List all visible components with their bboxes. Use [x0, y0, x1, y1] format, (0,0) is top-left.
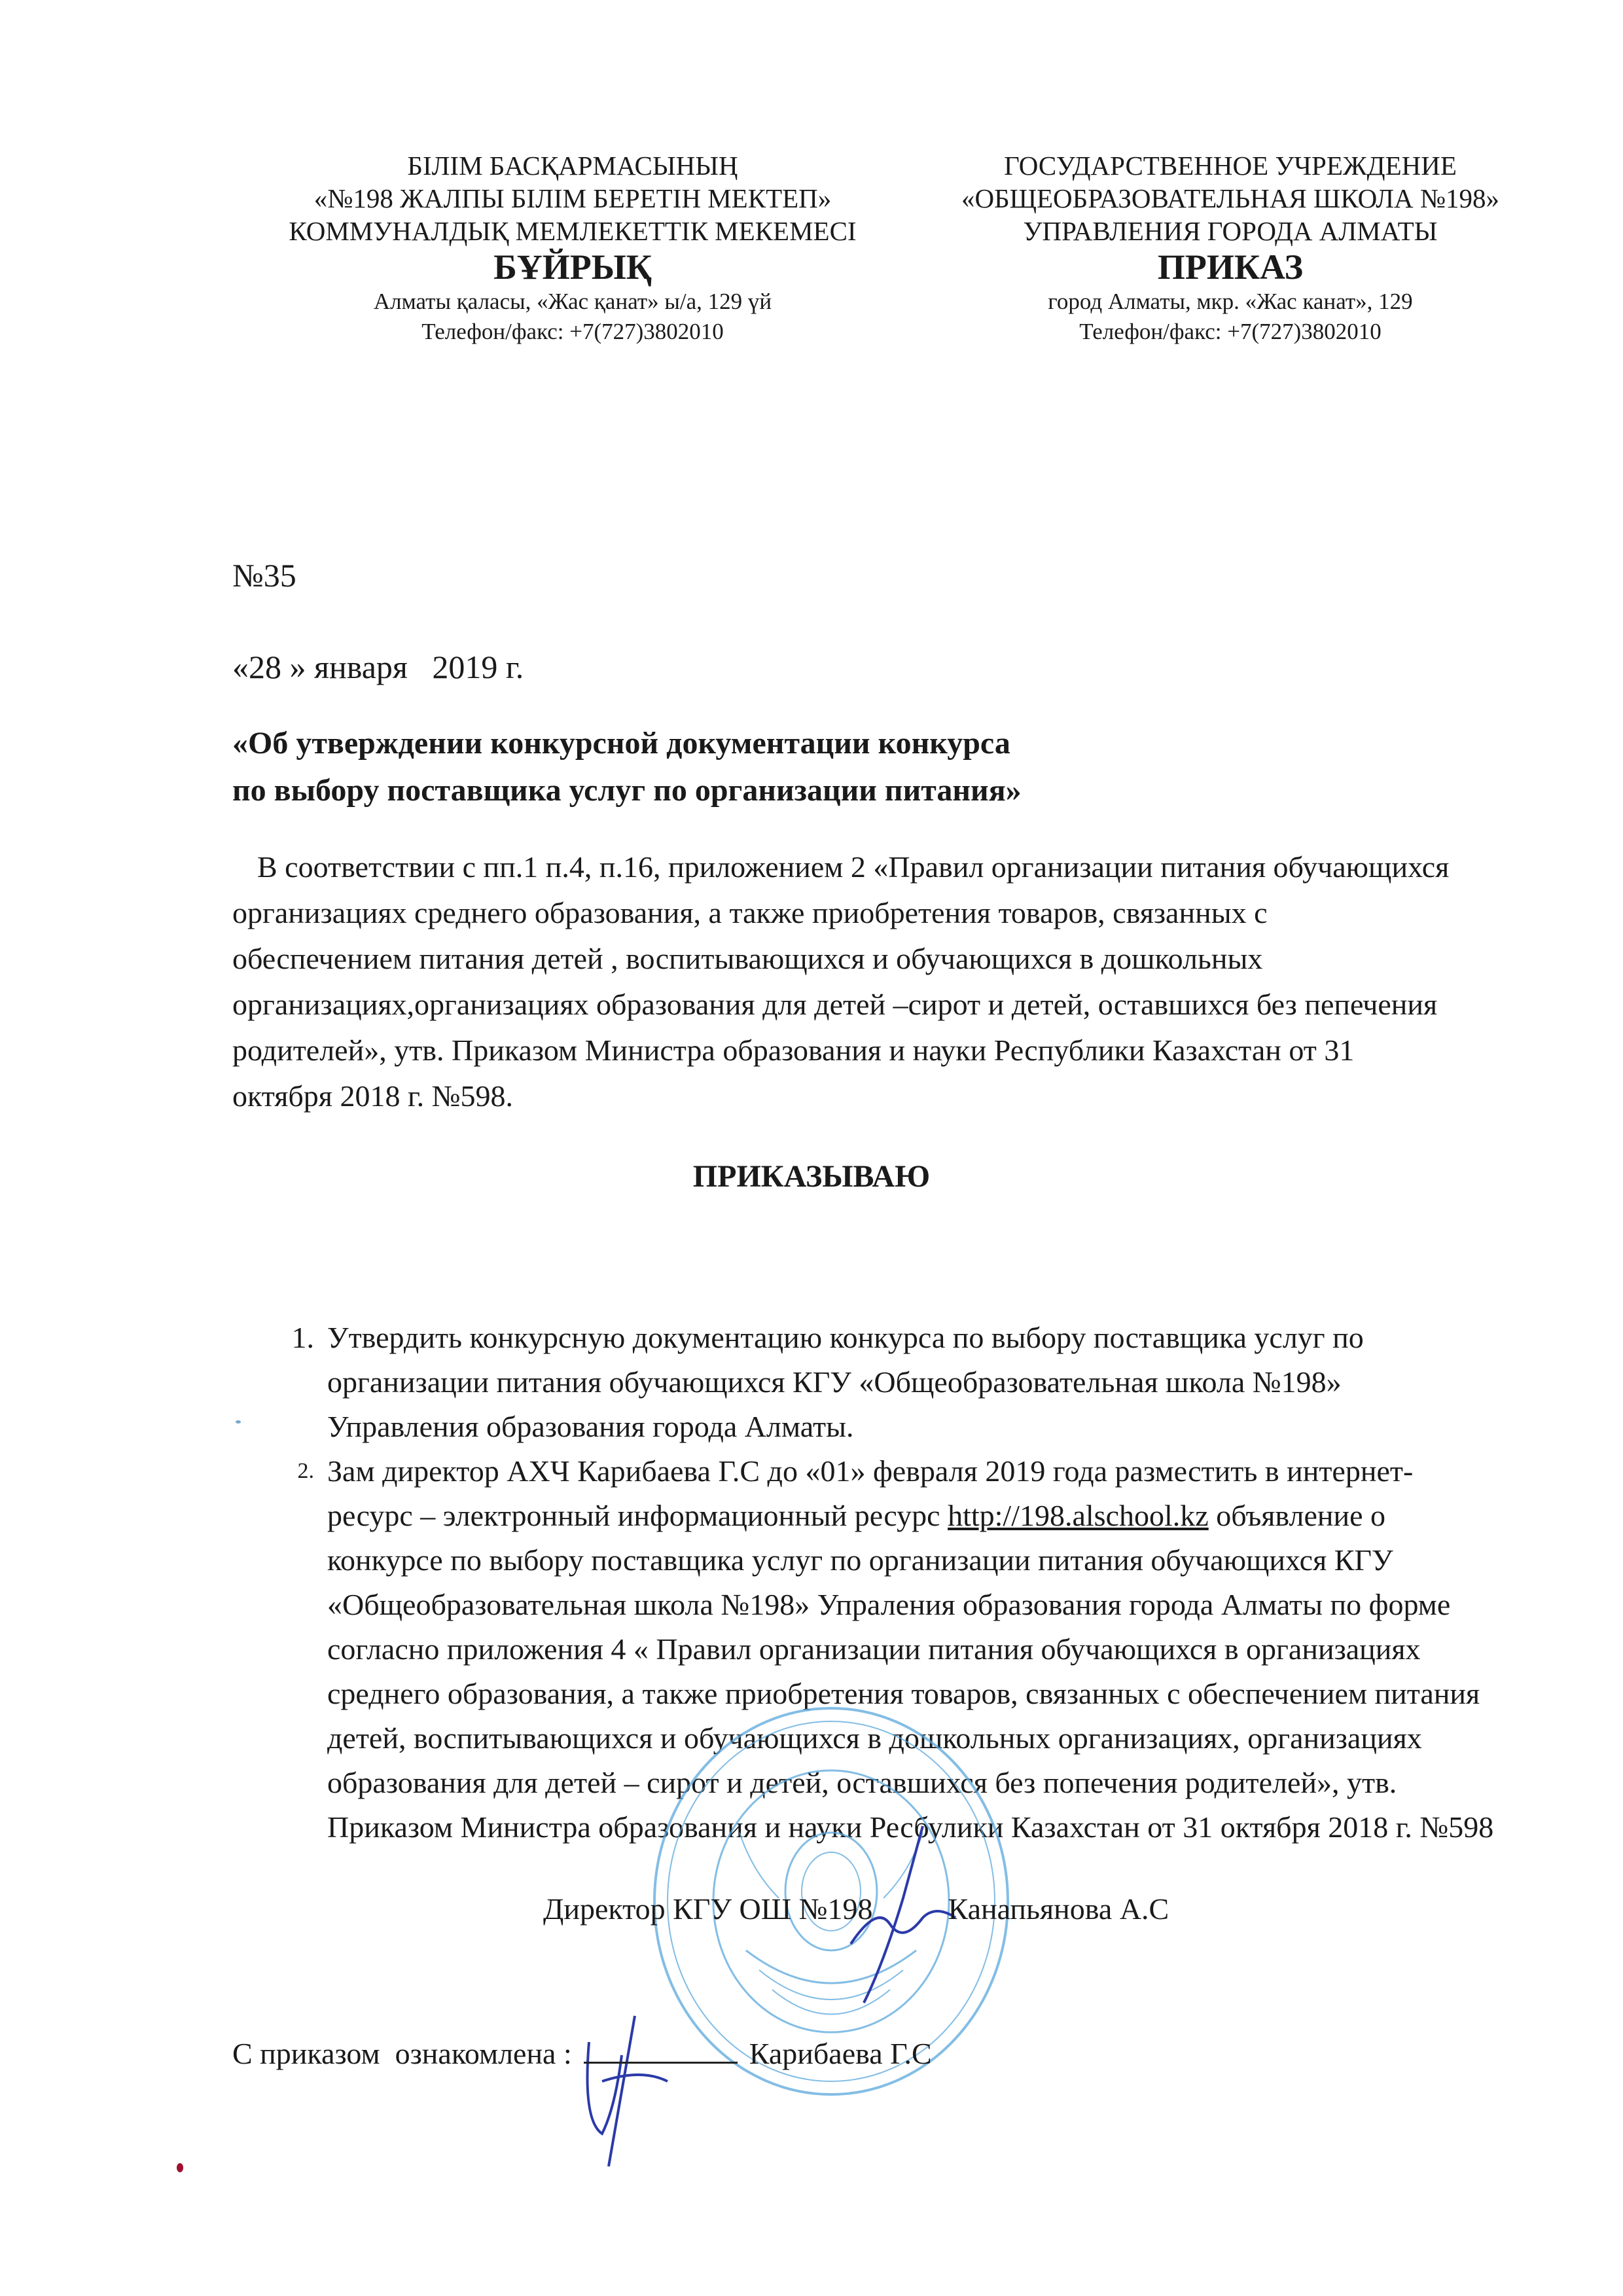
item-text-before-link: Зам директор АХЧ Карибаева Г.С до «01» февраля 2019 года разместить в интернет- ресурс – электронный информационный ресурс — [327, 1454, 1414, 1532]
header-ru-phone: Телефон/факс: +7(727)3802010 — [1079, 319, 1382, 344]
acknowledgement-signature-icon — [563, 1990, 694, 2173]
header-ru-title: ПРИКАЗ — [1157, 247, 1304, 287]
acknowledgement-name: Карибаева Г.С — [749, 2037, 932, 2070]
preamble-paragraph — [232, 844, 1450, 1119]
header-kz-address: Алматы қаласы, «Жас қанат» ы/а, 129 үй — [373, 289, 772, 314]
document-subject — [232, 720, 1022, 814]
header-kz-title: БҰЙРЫҚ — [493, 247, 652, 287]
header-kz-line3: КОММУНАЛДЫҚ МЕМЛЕКЕТТІК МЕКЕМЕСІ — [289, 216, 857, 246]
header-kz-phone: Телефон/факс: +7(727)3802010 — [421, 319, 724, 344]
item-number: 2. — [297, 1459, 314, 1483]
preamble-text: В соответствии с пп.1 п.4, п.16, приложением 2 «Правил организации питания обучающихся организациях среднего образования, а также приобретения товаров, связанных с обеспечением питания детей , воспитывающихся и обучающихся в дошкольных организациях,организациях образования для детей –сирот и детей, оставшихся без пепечения родителей», утв. Приказом Министра образования и науки Республики Казахстан от 31 октября 2018 г. №598. — [232, 850, 1450, 1113]
item-text: Утвердить конкурсную документацию конкурса по выбору поставщика услуг по организации питания обучающихся КГУ «Общеобразовательная школа №198» Управления образования города Алматы. — [327, 1321, 1364, 1443]
item-text-after-link: объявление о конкурсе по выбору поставщика услуг по организации питания обучающихся КГУ «Общеобразовательная школа №198» Упраления образования города Алматы по форме согласно приложения 4 « Правил организации питания обучающихся в организациях среднего образования, а также приобретения товаров, связанных с обеспечением питания детей, воспитывающихся и обучающихся в дошкольных организациях, организациях образования для детей – сирот и детей, оставшихся без попечения родителей», утв. Приказом Министра образования и науки Ресбулики Казахстан от 31 октября 2018 г. №598 — [327, 1499, 1494, 1844]
signature-underline — [584, 2036, 738, 2064]
header-ru-line1: ГОСУДАРСТВЕННОЕ УЧРЕЖДЕНИЕ — [1004, 151, 1457, 181]
scan-speck — [177, 2163, 183, 2172]
order-heading: ПРИКАЗЫВАЮ — [692, 1159, 931, 1194]
scan-speck — [236, 1420, 241, 1424]
document-date: «28 » января 2019 г. — [232, 649, 524, 685]
acknowledgement-label: С приказом ознакомлена : — [232, 2037, 572, 2070]
header-russian — [910, 149, 1551, 347]
subject-line-2: по выбору поставщика услуг по организации питания» — [232, 773, 1022, 808]
header-kz-line1: БІЛІМ БАСҚАРМАСЫНЫҢ — [407, 151, 738, 181]
header-ru-address: город Алматы, мкр. «Жас канат», 129 — [1048, 289, 1413, 314]
header-kazakh — [288, 149, 857, 347]
director-signature-line: Директор КГУ ОШ №198 Канапьянова А.С — [543, 1892, 1169, 1926]
subject-line-1: «Об утверждении конкурсной документации конкурса — [232, 726, 1010, 761]
document-number: №35 — [232, 557, 296, 594]
website-link[interactable]: http://198.alschool.kz — [948, 1499, 1209, 1532]
item-number: 1. — [291, 1321, 314, 1354]
header-ru-line3: УПРАВЛЕНИЯ ГОРОДА АЛМАТЫ — [1023, 216, 1438, 246]
header-kz-line2: «№198 ЖАЛПЫ БІЛІМ БЕРЕТІН МЕКТЕП» — [313, 183, 832, 213]
header-ru-line2: «ОБЩЕОБРАЗОВАТЕЛЬНАЯ ШКОЛА №198» — [961, 183, 1500, 213]
order-item — [268, 1316, 1499, 1449]
acknowledgement — [232, 2036, 932, 2071]
